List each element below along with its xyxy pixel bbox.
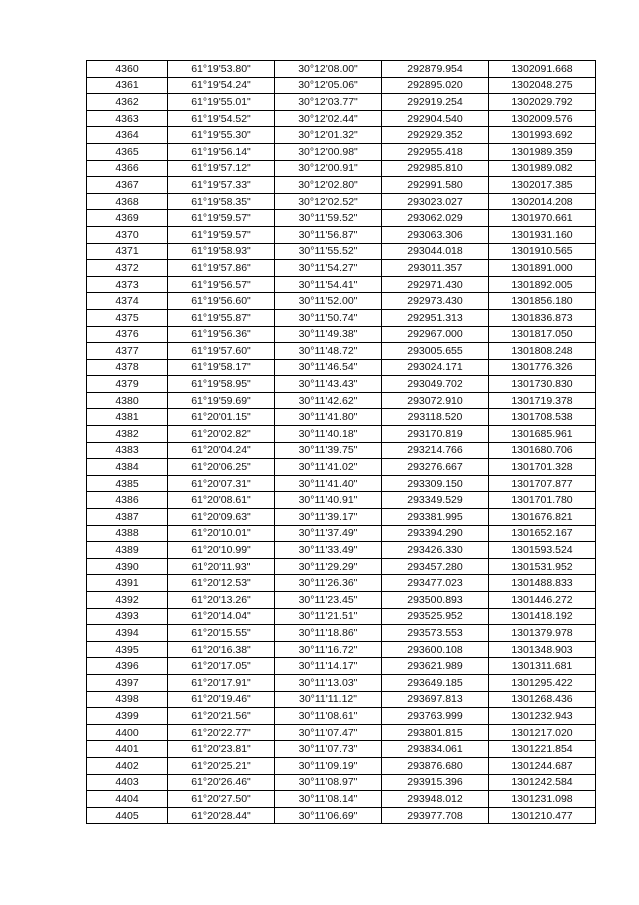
longitude-cell: 30°11'18.86" <box>275 625 382 642</box>
y-coordinate-cell: 1301652.167 <box>489 525 596 542</box>
point-number-cell: 4389 <box>87 542 168 559</box>
x-coordinate-cell: 292879.954 <box>382 61 489 78</box>
x-coordinate-cell: 293801.815 <box>382 724 489 741</box>
table-row <box>87 459 596 476</box>
x-coordinate-cell: 293573.553 <box>382 625 489 642</box>
table-row <box>87 94 596 111</box>
y-coordinate-cell: 1302091.668 <box>489 61 596 78</box>
latitude-cell: 61°20'07.31" <box>168 475 275 492</box>
x-coordinate-cell: 293024.171 <box>382 359 489 376</box>
x-coordinate-cell: 293426.330 <box>382 542 489 559</box>
longitude-cell: 30°11'21.51" <box>275 608 382 625</box>
point-number-cell: 4398 <box>87 691 168 708</box>
longitude-cell: 30°11'43.43" <box>275 376 382 393</box>
x-coordinate-cell: 293072.910 <box>382 392 489 409</box>
x-coordinate-cell: 293457.280 <box>382 558 489 575</box>
latitude-cell: 61°19'55.01" <box>168 94 275 111</box>
point-number-cell: 4371 <box>87 243 168 260</box>
y-coordinate-cell: 1301488.833 <box>489 575 596 592</box>
table-row <box>87 226 596 243</box>
longitude-cell: 30°11'07.73" <box>275 741 382 758</box>
latitude-cell: 61°20'10.01" <box>168 525 275 542</box>
longitude-cell: 30°11'50.74" <box>275 309 382 326</box>
point-number-cell: 4395 <box>87 641 168 658</box>
point-number-cell: 4375 <box>87 309 168 326</box>
table-row <box>87 757 596 774</box>
latitude-cell: 61°20'09.63" <box>168 509 275 526</box>
y-coordinate-cell: 1301993.692 <box>489 127 596 144</box>
longitude-cell: 30°11'59.52" <box>275 210 382 227</box>
y-coordinate-cell: 1301418.192 <box>489 608 596 625</box>
x-coordinate-cell: 292971.430 <box>382 276 489 293</box>
table-row <box>87 542 596 559</box>
table-row <box>87 110 596 127</box>
point-number-cell: 4384 <box>87 459 168 476</box>
x-coordinate-cell: 292991.580 <box>382 177 489 194</box>
y-coordinate-cell: 1301531.952 <box>489 558 596 575</box>
x-coordinate-cell: 293309.150 <box>382 475 489 492</box>
y-coordinate-cell: 1301808.248 <box>489 343 596 360</box>
point-number-cell: 4396 <box>87 658 168 675</box>
x-coordinate-cell: 293948.012 <box>382 791 489 808</box>
y-coordinate-cell: 1301221.854 <box>489 741 596 758</box>
point-number-cell: 4360 <box>87 61 168 78</box>
y-coordinate-cell: 1301701.328 <box>489 459 596 476</box>
latitude-cell: 61°19'54.24" <box>168 77 275 94</box>
table-row <box>87 774 596 791</box>
table-row <box>87 77 596 94</box>
latitude-cell: 61°20'15.55" <box>168 625 275 642</box>
latitude-cell: 61°19'55.87" <box>168 309 275 326</box>
latitude-cell: 61°19'53.80" <box>168 61 275 78</box>
latitude-cell: 61°19'58.17" <box>168 359 275 376</box>
table-row <box>87 791 596 808</box>
latitude-cell: 61°20'13.26" <box>168 592 275 609</box>
point-number-cell: 4403 <box>87 774 168 791</box>
y-coordinate-cell: 1301931.160 <box>489 226 596 243</box>
table-row <box>87 691 596 708</box>
point-number-cell: 4385 <box>87 475 168 492</box>
longitude-cell: 30°11'16.72" <box>275 641 382 658</box>
latitude-cell: 61°20'16.38" <box>168 641 275 658</box>
point-number-cell: 4392 <box>87 592 168 609</box>
y-coordinate-cell: 1301910.565 <box>489 243 596 260</box>
longitude-cell: 30°11'41.02" <box>275 459 382 476</box>
table-row <box>87 658 596 675</box>
latitude-cell: 61°20'19.46" <box>168 691 275 708</box>
point-number-cell: 4380 <box>87 392 168 409</box>
latitude-cell: 61°20'22.77" <box>168 724 275 741</box>
y-coordinate-cell: 1301676.821 <box>489 509 596 526</box>
longitude-cell: 30°11'49.38" <box>275 326 382 343</box>
table-row <box>87 343 596 360</box>
longitude-cell: 30°11'54.27" <box>275 260 382 277</box>
point-number-cell: 4374 <box>87 293 168 310</box>
x-coordinate-cell: 292929.352 <box>382 127 489 144</box>
latitude-cell: 61°20'04.24" <box>168 442 275 459</box>
latitude-cell: 61°20'02.82" <box>168 426 275 443</box>
x-coordinate-cell: 293876.680 <box>382 757 489 774</box>
x-coordinate-cell: 292955.418 <box>382 143 489 160</box>
latitude-cell: 61°19'58.93" <box>168 243 275 260</box>
longitude-cell: 30°11'48.72" <box>275 343 382 360</box>
longitude-cell: 30°11'46.54" <box>275 359 382 376</box>
table-row <box>87 326 596 343</box>
y-coordinate-cell: 1302009.576 <box>489 110 596 127</box>
table-row <box>87 807 596 824</box>
point-number-cell: 4405 <box>87 807 168 824</box>
point-number-cell: 4369 <box>87 210 168 227</box>
y-coordinate-cell: 1301680.706 <box>489 442 596 459</box>
x-coordinate-cell: 292967.000 <box>382 326 489 343</box>
latitude-cell: 61°19'54.52" <box>168 110 275 127</box>
x-coordinate-cell: 292904.540 <box>382 110 489 127</box>
y-coordinate-cell: 1302014.208 <box>489 193 596 210</box>
x-coordinate-cell: 293214.766 <box>382 442 489 459</box>
table-row <box>87 193 596 210</box>
point-number-cell: 4379 <box>87 376 168 393</box>
point-number-cell: 4367 <box>87 177 168 194</box>
latitude-cell: 61°19'57.33" <box>168 177 275 194</box>
latitude-cell: 61°19'56.36" <box>168 326 275 343</box>
point-number-cell: 4361 <box>87 77 168 94</box>
y-coordinate-cell: 1301379.978 <box>489 625 596 642</box>
table-row <box>87 724 596 741</box>
longitude-cell: 30°11'40.91" <box>275 492 382 509</box>
latitude-cell: 61°20'14.04" <box>168 608 275 625</box>
latitude-cell: 61°19'56.57" <box>168 276 275 293</box>
latitude-cell: 61°19'57.86" <box>168 260 275 277</box>
table-row <box>87 674 596 691</box>
point-number-cell: 4388 <box>87 525 168 542</box>
point-number-cell: 4365 <box>87 143 168 160</box>
x-coordinate-cell: 293049.702 <box>382 376 489 393</box>
table-row <box>87 61 596 78</box>
y-coordinate-cell: 1301210.477 <box>489 807 596 824</box>
point-number-cell: 4390 <box>87 558 168 575</box>
table-row <box>87 426 596 443</box>
latitude-cell: 61°20'27.50" <box>168 791 275 808</box>
x-coordinate-cell: 293005.655 <box>382 343 489 360</box>
longitude-cell: 30°11'41.80" <box>275 409 382 426</box>
longitude-cell: 30°11'14.17" <box>275 658 382 675</box>
latitude-cell: 61°20'08.61" <box>168 492 275 509</box>
longitude-cell: 30°11'41.40" <box>275 475 382 492</box>
latitude-cell: 61°20'01.15" <box>168 409 275 426</box>
x-coordinate-cell: 293649.185 <box>382 674 489 691</box>
y-coordinate-cell: 1301244.687 <box>489 757 596 774</box>
latitude-cell: 61°20'11.93" <box>168 558 275 575</box>
point-number-cell: 4377 <box>87 343 168 360</box>
x-coordinate-cell: 293697.813 <box>382 691 489 708</box>
y-coordinate-cell: 1302029.792 <box>489 94 596 111</box>
x-coordinate-cell: 292985.810 <box>382 160 489 177</box>
table-row <box>87 741 596 758</box>
x-coordinate-cell: 292919.254 <box>382 94 489 111</box>
table-row <box>87 575 596 592</box>
point-number-cell: 4366 <box>87 160 168 177</box>
y-coordinate-cell: 1301989.082 <box>489 160 596 177</box>
x-coordinate-cell: 293063.306 <box>382 226 489 243</box>
table-row <box>87 276 596 293</box>
latitude-cell: 61°20'17.05" <box>168 658 275 675</box>
y-coordinate-cell: 1301892.005 <box>489 276 596 293</box>
y-coordinate-cell: 1301708.538 <box>489 409 596 426</box>
latitude-cell: 61°20'28.44" <box>168 807 275 824</box>
latitude-cell: 61°20'23.81" <box>168 741 275 758</box>
point-number-cell: 4394 <box>87 625 168 642</box>
table-row <box>87 641 596 658</box>
longitude-cell: 30°12'02.52" <box>275 193 382 210</box>
y-coordinate-cell: 1301730.830 <box>489 376 596 393</box>
table-row <box>87 127 596 144</box>
longitude-cell: 30°11'33.49" <box>275 542 382 559</box>
point-number-cell: 4404 <box>87 791 168 808</box>
table-row <box>87 558 596 575</box>
latitude-cell: 61°20'12.53" <box>168 575 275 592</box>
longitude-cell: 30°11'42.62" <box>275 392 382 409</box>
latitude-cell: 61°19'56.14" <box>168 143 275 160</box>
table-row <box>87 293 596 310</box>
x-coordinate-cell: 293276.667 <box>382 459 489 476</box>
x-coordinate-cell: 293044.018 <box>382 243 489 260</box>
longitude-cell: 30°11'55.52" <box>275 243 382 260</box>
longitude-cell: 30°11'29.29" <box>275 558 382 575</box>
point-number-cell: 4400 <box>87 724 168 741</box>
longitude-cell: 30°12'03.77" <box>275 94 382 111</box>
x-coordinate-cell: 293525.952 <box>382 608 489 625</box>
y-coordinate-cell: 1301776.326 <box>489 359 596 376</box>
point-number-cell: 4372 <box>87 260 168 277</box>
table-row <box>87 177 596 194</box>
table-row <box>87 359 596 376</box>
latitude-cell: 61°19'59.57" <box>168 210 275 227</box>
table-row <box>87 210 596 227</box>
table-row <box>87 376 596 393</box>
latitude-cell: 61°19'57.12" <box>168 160 275 177</box>
table-row <box>87 475 596 492</box>
y-coordinate-cell: 1302048.275 <box>489 77 596 94</box>
y-coordinate-cell: 1301348.903 <box>489 641 596 658</box>
longitude-cell: 30°11'11.12" <box>275 691 382 708</box>
point-number-cell: 4373 <box>87 276 168 293</box>
table-row <box>87 392 596 409</box>
longitude-cell: 30°11'54.41" <box>275 276 382 293</box>
longitude-cell: 30°12'05.06" <box>275 77 382 94</box>
table-row <box>87 243 596 260</box>
x-coordinate-cell: 292973.430 <box>382 293 489 310</box>
longitude-cell: 30°12'02.80" <box>275 177 382 194</box>
longitude-cell: 30°12'02.44" <box>275 110 382 127</box>
point-number-cell: 4362 <box>87 94 168 111</box>
longitude-cell: 30°11'40.18" <box>275 426 382 443</box>
longitude-cell: 30°11'08.97" <box>275 774 382 791</box>
longitude-cell: 30°11'08.61" <box>275 708 382 725</box>
x-coordinate-cell: 293118.520 <box>382 409 489 426</box>
longitude-cell: 30°11'39.17" <box>275 509 382 526</box>
point-number-cell: 4368 <box>87 193 168 210</box>
point-number-cell: 4387 <box>87 509 168 526</box>
point-number-cell: 4363 <box>87 110 168 127</box>
latitude-cell: 61°20'26.46" <box>168 774 275 791</box>
x-coordinate-cell: 293600.108 <box>382 641 489 658</box>
longitude-cell: 30°11'56.87" <box>275 226 382 243</box>
latitude-cell: 61°20'21.56" <box>168 708 275 725</box>
point-number-cell: 4401 <box>87 741 168 758</box>
y-coordinate-cell: 1301719.378 <box>489 392 596 409</box>
latitude-cell: 61°20'17.91" <box>168 674 275 691</box>
x-coordinate-cell: 292895.020 <box>382 77 489 94</box>
y-coordinate-cell: 1301817.050 <box>489 326 596 343</box>
x-coordinate-cell: 293763.999 <box>382 708 489 725</box>
y-coordinate-cell: 1301701.780 <box>489 492 596 509</box>
y-coordinate-cell: 1301311.681 <box>489 658 596 675</box>
table-row <box>87 525 596 542</box>
y-coordinate-cell: 1301242.584 <box>489 774 596 791</box>
point-number-cell: 4386 <box>87 492 168 509</box>
point-number-cell: 4378 <box>87 359 168 376</box>
table-row <box>87 509 596 526</box>
table-row <box>87 260 596 277</box>
x-coordinate-cell: 293062.029 <box>382 210 489 227</box>
latitude-cell: 61°19'55.30" <box>168 127 275 144</box>
longitude-cell: 30°11'08.14" <box>275 791 382 808</box>
table-row <box>87 143 596 160</box>
latitude-cell: 61°19'57.60" <box>168 343 275 360</box>
longitude-cell: 30°12'00.91" <box>275 160 382 177</box>
table-row <box>87 592 596 609</box>
y-coordinate-cell: 1301295.422 <box>489 674 596 691</box>
latitude-cell: 61°20'10.99" <box>168 542 275 559</box>
x-coordinate-cell: 293915.396 <box>382 774 489 791</box>
point-number-cell: 4381 <box>87 409 168 426</box>
table-row <box>87 309 596 326</box>
table-row <box>87 492 596 509</box>
point-number-cell: 4382 <box>87 426 168 443</box>
point-number-cell: 4397 <box>87 674 168 691</box>
y-coordinate-cell: 1301685.961 <box>489 426 596 443</box>
longitude-cell: 30°11'07.47" <box>275 724 382 741</box>
coordinates-table <box>86 60 596 824</box>
point-number-cell: 4391 <box>87 575 168 592</box>
y-coordinate-cell: 1301232.943 <box>489 708 596 725</box>
longitude-cell: 30°11'52.00" <box>275 293 382 310</box>
y-coordinate-cell: 1301593.524 <box>489 542 596 559</box>
latitude-cell: 61°20'06.25" <box>168 459 275 476</box>
point-number-cell: 4370 <box>87 226 168 243</box>
latitude-cell: 61°19'59.57" <box>168 226 275 243</box>
longitude-cell: 30°11'23.45" <box>275 592 382 609</box>
point-number-cell: 4364 <box>87 127 168 144</box>
y-coordinate-cell: 1301989.359 <box>489 143 596 160</box>
x-coordinate-cell: 292951.313 <box>382 309 489 326</box>
x-coordinate-cell: 293023.027 <box>382 193 489 210</box>
y-coordinate-cell: 1301707.877 <box>489 475 596 492</box>
longitude-cell: 30°11'13.03" <box>275 674 382 691</box>
point-number-cell: 4383 <box>87 442 168 459</box>
x-coordinate-cell: 293381.995 <box>382 509 489 526</box>
longitude-cell: 30°12'00.98" <box>275 143 382 160</box>
coordinates-table-body <box>87 61 596 824</box>
table-row <box>87 625 596 642</box>
y-coordinate-cell: 1301836.873 <box>489 309 596 326</box>
table-row <box>87 409 596 426</box>
table-row <box>87 608 596 625</box>
x-coordinate-cell: 293500.893 <box>382 592 489 609</box>
longitude-cell: 30°11'39.75" <box>275 442 382 459</box>
y-coordinate-cell: 1302017.385 <box>489 177 596 194</box>
point-number-cell: 4393 <box>87 608 168 625</box>
longitude-cell: 30°12'01.32" <box>275 127 382 144</box>
y-coordinate-cell: 1301891.000 <box>489 260 596 277</box>
latitude-cell: 61°19'58.35" <box>168 193 275 210</box>
x-coordinate-cell: 293170.819 <box>382 426 489 443</box>
x-coordinate-cell: 293977.708 <box>382 807 489 824</box>
longitude-cell: 30°11'37.49" <box>275 525 382 542</box>
x-coordinate-cell: 293394.290 <box>382 525 489 542</box>
latitude-cell: 61°19'56.60" <box>168 293 275 310</box>
x-coordinate-cell: 293349.529 <box>382 492 489 509</box>
longitude-cell: 30°11'09.19" <box>275 757 382 774</box>
point-number-cell: 4376 <box>87 326 168 343</box>
table-row <box>87 442 596 459</box>
longitude-cell: 30°11'06.69" <box>275 807 382 824</box>
x-coordinate-cell: 293477.023 <box>382 575 489 592</box>
x-coordinate-cell: 293834.061 <box>382 741 489 758</box>
table-row <box>87 708 596 725</box>
x-coordinate-cell: 293011.357 <box>382 260 489 277</box>
latitude-cell: 61°19'59.69" <box>168 392 275 409</box>
y-coordinate-cell: 1301268.436 <box>489 691 596 708</box>
y-coordinate-cell: 1301856.180 <box>489 293 596 310</box>
y-coordinate-cell: 1301970.661 <box>489 210 596 227</box>
y-coordinate-cell: 1301217.020 <box>489 724 596 741</box>
latitude-cell: 61°19'58.95" <box>168 376 275 393</box>
longitude-cell: 30°11'26.36" <box>275 575 382 592</box>
table-row <box>87 160 596 177</box>
longitude-cell: 30°12'08.00" <box>275 61 382 78</box>
y-coordinate-cell: 1301446.272 <box>489 592 596 609</box>
latitude-cell: 61°20'25.21" <box>168 757 275 774</box>
point-number-cell: 4399 <box>87 708 168 725</box>
point-number-cell: 4402 <box>87 757 168 774</box>
y-coordinate-cell: 1301231.098 <box>489 791 596 808</box>
x-coordinate-cell: 293621.989 <box>382 658 489 675</box>
